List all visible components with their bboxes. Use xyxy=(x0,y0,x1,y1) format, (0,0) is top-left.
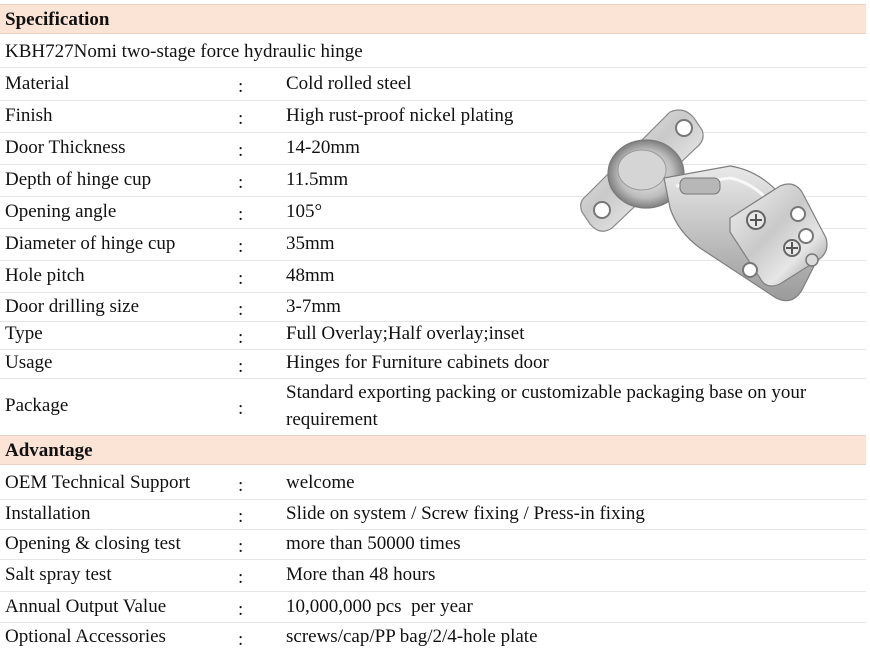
row-label: Diameter of hinge cup xyxy=(5,233,176,254)
row-value: 35mm xyxy=(286,233,335,254)
row-value: screws/cap/PP bag/2/4-hole plate xyxy=(286,626,538,647)
row-value: High rust-proof nickel plating xyxy=(286,105,514,126)
row-label: Installation xyxy=(5,503,91,524)
row-colon: : xyxy=(238,268,244,289)
product-title: KBH727Nomi two-stage force hydraulic hinge xyxy=(0,36,866,68)
row-colon: : xyxy=(238,327,244,348)
row-label: Optional Accessories xyxy=(5,626,166,647)
row-value: 14-20mm xyxy=(286,137,360,158)
row-label: Usage xyxy=(5,352,53,373)
advantage-row-installation xyxy=(0,499,866,530)
advantage-row-cycle-test xyxy=(0,529,866,560)
row-label: Type xyxy=(5,323,43,344)
row-value: Cold rolled steel xyxy=(286,73,412,94)
advantage-row-accessories xyxy=(0,622,866,650)
hinge-product-icon xyxy=(580,108,830,308)
row-label: Hole pitch xyxy=(5,265,85,286)
row-colon: : xyxy=(238,76,244,97)
row-colon: : xyxy=(238,172,244,193)
advantage-row-oem xyxy=(0,467,866,500)
row-value: 11.5mm xyxy=(286,169,349,190)
row-colon: : xyxy=(238,567,244,588)
row-colon: : xyxy=(238,108,244,129)
row-value: welcome xyxy=(286,472,355,493)
spec-row-type xyxy=(0,321,866,350)
row-label: Door Thickness xyxy=(5,137,126,158)
row-label: Opening angle xyxy=(5,201,117,222)
row-label: Package xyxy=(5,395,69,416)
row-label: Finish xyxy=(5,105,53,126)
row-label: Annual Output Value xyxy=(5,596,167,617)
row-value: Standard exporting packing or customizable packaging base on your requirement xyxy=(286,382,807,430)
spec-row-package xyxy=(0,378,866,434)
row-colon: : xyxy=(238,299,244,320)
specification-header: Specification xyxy=(0,4,866,34)
row-label: Door drilling size xyxy=(5,296,140,317)
advantage-header: Advantage xyxy=(0,435,866,465)
row-label: OEM Technical Support xyxy=(5,472,191,493)
row-colon: : xyxy=(238,475,244,496)
row-colon: : xyxy=(238,140,244,161)
row-colon: : xyxy=(238,599,244,620)
row-colon: : xyxy=(238,236,244,257)
advantage-row-salt-spray xyxy=(0,559,866,592)
row-value: 48mm xyxy=(286,265,335,286)
row-colon: : xyxy=(238,506,244,527)
row-colon: : xyxy=(238,398,244,419)
row-value: 105° xyxy=(286,201,323,222)
row-label: Opening & closing test xyxy=(5,533,181,554)
spec-row-usage xyxy=(0,349,866,379)
spec-row-material xyxy=(0,68,866,101)
row-value: Hinges for Furniture cabinets door xyxy=(286,352,549,373)
row-value: more than 50000 times xyxy=(286,533,461,554)
row-value: 10,000,000 pcs per year xyxy=(286,596,473,617)
row-colon: : xyxy=(238,204,244,225)
row-colon: : xyxy=(238,629,244,650)
row-value: Slide on system / Screw fixing / Press-in fixing xyxy=(286,503,645,524)
row-value: 3-7mm xyxy=(286,296,341,317)
row-label: Salt spray test xyxy=(5,564,112,585)
advantage-row-output xyxy=(0,591,866,623)
row-value: More than 48 hours xyxy=(286,564,436,585)
row-label: Material xyxy=(5,73,70,94)
row-colon: : xyxy=(238,356,244,377)
row-value: Full Overlay;Half overlay;inset xyxy=(286,323,525,344)
row-label: Depth of hinge cup xyxy=(5,169,152,190)
row-colon: : xyxy=(238,536,244,557)
